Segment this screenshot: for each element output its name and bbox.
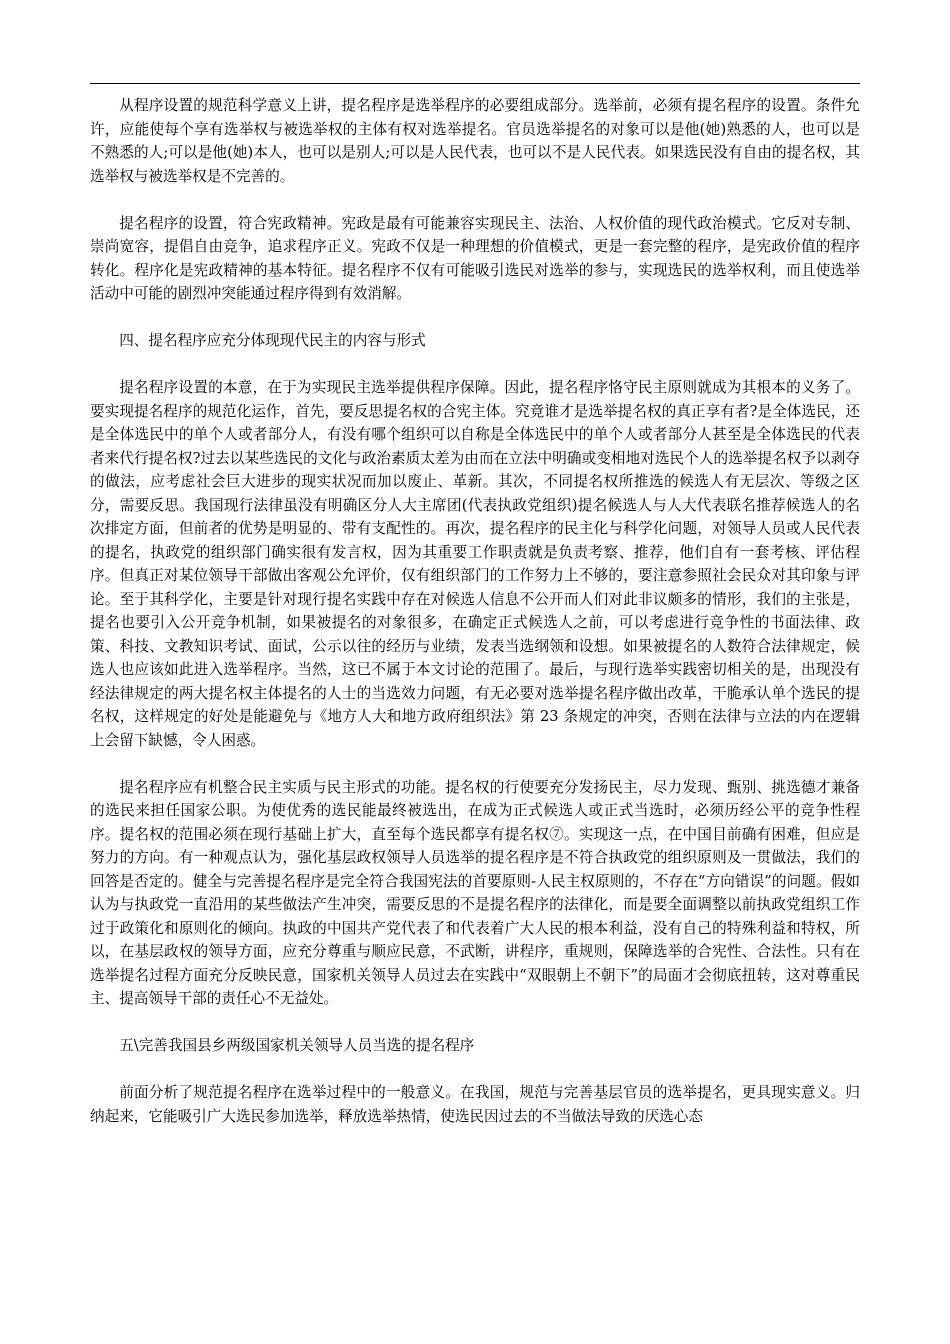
- paragraph-gap: [90, 188, 860, 212]
- document-body: [90, 94, 860, 1128]
- paragraph-nomination-necessity: 从程序设置的规范科学意义上讲，提名程序是选举程序的必要组成部分。选举前，必须有提名程序的设置。条件允许，应能使每个享有选举权与被选举权的主体有权对选举提名。官员选举提名的对象可以是他(她)熟悉的人，也可以是不熟悉的人;可以是他(她)本人，也可以是别人;可以是人民代表，也可以不是人民代表。如果选民没有自由的提名权，其选举权与被选举权是不完善的。: [90, 97, 860, 185]
- section-heading-5: 五\完善我国县乡两级国家机关领导人员当选的提名程序: [119, 1037, 475, 1054]
- section-heading-4: 四、提名程序应充分体现现代民主的内容与形式: [119, 332, 426, 349]
- paragraph-substance-and-form: 提名程序应有机整合民主实质与民主形式的功能。提名权的行使要充分发扬民主，尽力发现、甄别、挑选德才兼备的选民来担任国家公职。为使优秀的选民能最终被选出，在成为正式候选人或正式当选时，必须历经公平的竞争性程序。提名权的范围必须在现行基础上扩大，直至每个选民都享有提名权⑦。实现这一点，在中国目前确有困难，但应是努力的方向。有一种观点认为，强化基层政权领导人员选举的提名程序是不符合执政党的组织原则及一贯做法，我们的回答是否定的。健全与完善提名程序是完全符合我国宪法的首要原则-人民主权原则的，不存在“方向错误”的问题。假如认为与执政党一直沿用的某些做法产生冲突，需要反思的不是提名程序的法律化，而是要全面调整以前执政党组织工作过于政策化和原则化的倾向。执政的中国共产党代表了和代表着广大人民的根本利益，没有自己的特殊利益和特权，所以，在基层政权的领导方面，应充分尊重与顺应民意，不武断，讲程序，重规则，保障选举的合宪性、合法性。只有在选举提名过程方面充分反映民意，国家机关领导人员过去在实践中“双眼朝上不朝下”的局面才会彻底扭转，这对尊重民主、提高领导干部的责任心不无益处。: [90, 778, 860, 1007]
- paragraph-gap: [90, 353, 860, 377]
- header-rule: [90, 83, 860, 84]
- paragraph-gap: [90, 752, 860, 776]
- paragraph-gap: [90, 1011, 860, 1035]
- paragraph-gap: [90, 1058, 860, 1082]
- paragraph-practical-significance: 前面分析了规范提名程序在选举过程中的一般意义。在我国，规范与完善基层官员的选举提名，更具现实意义。归纳起来，它能吸引广大选民参加选举，释放选举热情，使选民因过去的不当做法导致的厌选心态: [90, 1084, 860, 1125]
- paragraph-gap: [90, 306, 860, 330]
- paragraph-democratic-principle: 提名程序设置的本意，在于为实现民主选举提供程序保障。因此，提名程序恪守民主原则就成为其根本的义务了。要实现提名程序的规范化运作，首先，要反思提名权的合宪主体。究竟谁才是选举提名权的真正享有者?是全体选民，还是全体选民中的单个人或者部分人，有没有哪个组织可以自称是全体选民中的单个人或者部分人甚至是全体选民的代表者来代行提名权?过去以某些选民的文化与政治素质太差为由而在立法中明确或变相地对选民个人的选举提名权予以剥夺的做法，应考虑社会巨大进步的现实状况而加以废止、革新。其次，不同提名权所推选的候选人有无层次、等级之区分，需要反思。我国现行法律虽没有明确区分人大主席团(代表执政党组织)提名候选人与人大代表联名推荐候选人的名次排定方面，但前者的优势是明显的、带有支配性的。再次，提名程序的民主化与科学化问题，对领导人员或人民代表的提名，执政党的组织部门确实很有发言权，因为其重要工作职责就是负责考察、推荐，他们自有一套考核、评估程序。但真正对某位领导干部做出客观公允评价，仅有组织部门的工作努力上不够的，要注意参照社会民众对其印象与评论。至于其科学化，主要是针对现行提名实践中存在对候选人信息不公开而人们对此非议颇多的情形，我们的主张是，提名也要引入公开竞争机制，如果被提名的对象很多，在确定正式候选人之前，可以考虑进行竞争性的书面法律、政策、科技、文教知识考试、面试，公示以往的经历与业绩，发表当选纲领和设想。如果被提名的人数符合法律规定，候选人也应该如此进入选举程序。当然，这已不属于本文讨论的范围了。最后，与现行选举实践密切相关的是，出现没有经法律规定的两大提名权主体提名的人士的当选效力问题，有无必要对选举提名程序做出改革，干脆承认单个选民的提名权，这样规定的好处是能避免与《地方人大和地方政府组织法》第 23 条规定的冲突，否则在法律与立法的内在逻辑上会留下缺憾，令人困惑。: [90, 379, 860, 749]
- paragraph-constitutional-spirit: 提名程序的设置，符合宪政精神。宪政是最有可能兼容实现民主、法治、人权价值的现代政治模式。它反对专制、崇尚宽容，提倡自由竞争，追求程序正义。宪政不仅是一种理想的价值模式，更是一套完整的程序，是宪政价值的程序转化。程序化是宪政精神的基本特征。提名程序不仅有可能吸引选民对选举的参与，实现选民的选举权利，而且使选举活动中可能的剧烈冲突能通过程序得到有效消解。: [90, 214, 860, 302]
